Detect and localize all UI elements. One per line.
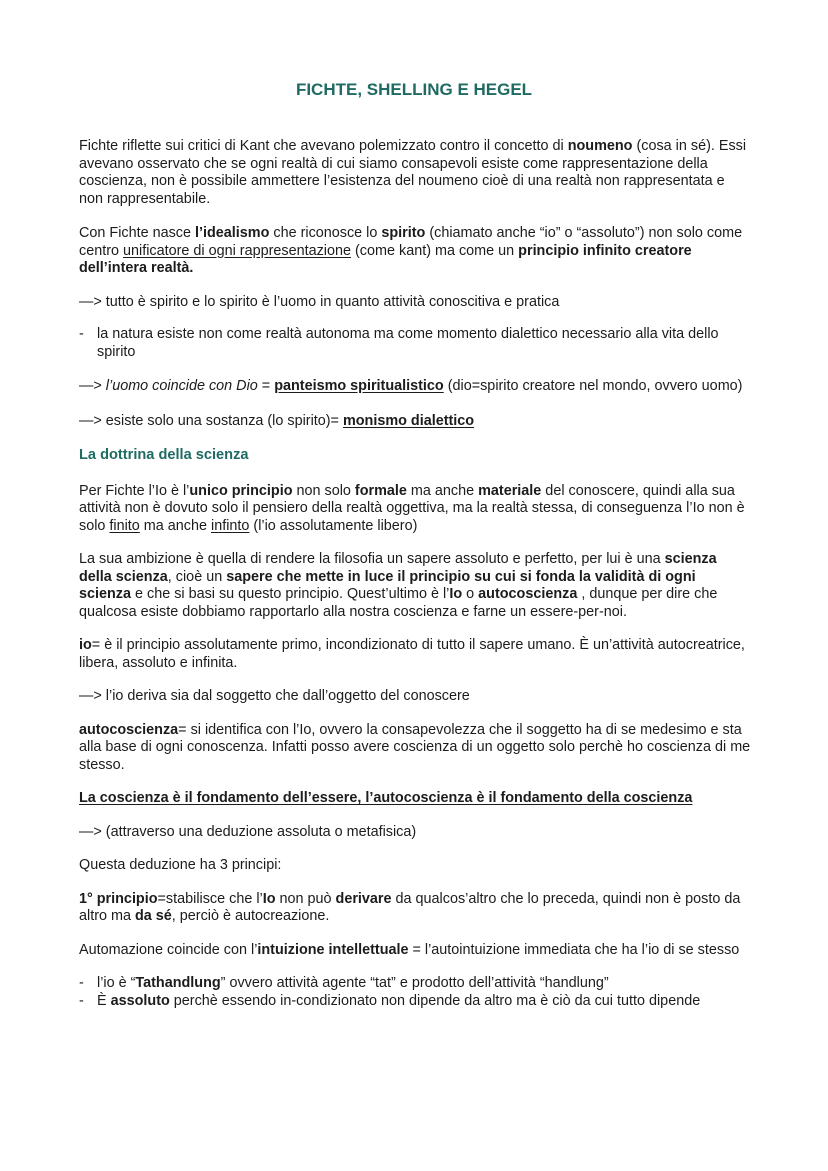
text-run: perchè essendo in-condizionato non dipende da altro ma è ciò da cui tutto dipende xyxy=(169,992,701,1009)
bullet-dash: - xyxy=(79,326,84,342)
text-run: non solo xyxy=(292,482,355,499)
text-run: l’io deriva sia dal soggetto che dall’oggetto del conoscere xyxy=(101,688,470,704)
text-run: ma anche xyxy=(139,517,212,534)
paragraph-primo-principio xyxy=(79,891,751,926)
bold-term: autocoscienza xyxy=(79,721,179,738)
underlined-term: infinto xyxy=(211,517,250,534)
bold-term: l’idealismo xyxy=(194,225,270,241)
paragraph-autocoscienza xyxy=(79,722,751,775)
bullet-dash: - xyxy=(79,992,84,1009)
bold-term: Io xyxy=(262,890,276,907)
text-run: Con Fichte nasce xyxy=(79,225,195,241)
bold-term: sapere che mette in luce il principio su cui si fonda la validità di ogni scienza xyxy=(79,568,696,602)
arrow-symbol: —> xyxy=(79,293,102,310)
underlined-term: finito xyxy=(109,517,140,534)
text-run: o xyxy=(462,586,479,602)
text-run: esiste solo una sostanza (lo spirito)= xyxy=(101,412,343,429)
bold-term: principio infinito creatore dell’intera realtà. xyxy=(79,242,692,276)
paragraph-noumeno xyxy=(79,138,751,208)
bold-term: Tathandlung xyxy=(135,975,221,991)
page-title: FICHTE, SHELLING E HEGEL xyxy=(295,80,533,99)
text-run: Per Fichte l’Io è l’ xyxy=(79,482,190,499)
bold-underlined-term: La coscienza è il fondamento dell’essere, l’autocoscienza è il fondamento della coscienza xyxy=(79,790,693,806)
text-run: che riconosce lo xyxy=(269,225,382,241)
text-run: (come kant) ma come un xyxy=(351,242,519,259)
document-body xyxy=(79,138,751,1010)
italic-run: l’uomo coincide con Dio xyxy=(101,378,258,394)
text-run: = xyxy=(257,378,275,394)
arrow-symbol: —> xyxy=(79,412,102,429)
text-run: ” ovvero attività agente “tat” e prodotto dell’attività “handlung” xyxy=(220,975,609,991)
bold-term: autocoscienza xyxy=(478,586,578,602)
text-run: , dunque per dire che qualcosa esiste dobbiamo rapportarlo alla nostra coscienza e farne un essere-per-noi. xyxy=(79,586,718,620)
bold-term: 1° principio xyxy=(79,890,158,907)
bold-term: unico principio xyxy=(189,482,293,499)
bold-term: intuizione intellettuale xyxy=(257,941,409,958)
text-run: = si identifica con l’Io, ovvero la consapevolezza che il soggetto ha di se medesimo e sta alla base di ogni conoscenza. Infatti posso avere coscienza di un oggetto solo perchè ho coscienza di me stesso. xyxy=(79,721,751,773)
text-run: (chiamato anche “io” o “assoluto”) non solo come centro xyxy=(79,225,743,259)
bullet-dash: - xyxy=(79,975,84,991)
text-run: la natura esiste non come realtà autonoma ma come momento dialettico necessario alla vita dello spirito xyxy=(97,326,719,360)
text-run: (attraverso una deduzione assoluta o metafisica) xyxy=(101,823,417,840)
bold-term: scienza della scienza xyxy=(79,551,717,585)
arrow-symbol: —> xyxy=(79,823,102,840)
arrow-line-io-deriva xyxy=(79,688,751,706)
bold-term: derivare xyxy=(335,890,392,907)
bold-term: io xyxy=(79,637,92,653)
key-statement xyxy=(79,790,751,808)
arrow-line-panteismo xyxy=(79,378,751,396)
bold-term: formale xyxy=(354,482,407,499)
text-run: Questa deduzione ha 3 principi: xyxy=(79,857,282,873)
bullet-assoluto xyxy=(79,993,751,1011)
text-run: = l’autointuizione immediata che ha l’io di se stesso xyxy=(408,941,740,958)
paragraph-tre-principi xyxy=(79,857,751,875)
bold-term: materiale xyxy=(478,482,542,499)
bullet-natura xyxy=(79,326,751,361)
bold-term: spirito xyxy=(381,225,426,241)
bold-term: da sé xyxy=(134,908,172,924)
text-run: È xyxy=(97,992,111,1009)
text-run: del conoscere, quindi alla sua attività non è dovuto solo il pensiero della realtà oggettiva, ma la realtà stessa, di conseguenza l’Io non è solo xyxy=(79,482,745,534)
paragraph-io-definizione xyxy=(79,637,751,672)
bold-term: noumeno xyxy=(567,138,633,154)
paragraph-intuizione xyxy=(79,942,751,960)
bold-underlined-term: monismo dialettico xyxy=(342,412,475,429)
underlined-term: unificatore di ogni rappresentazione xyxy=(123,242,352,259)
text-run: (l’io assolutamente libero) xyxy=(249,517,418,534)
bold-underlined-term: panteismo spiritualistico xyxy=(274,378,444,394)
text-run: tutto è spirito e lo spirito è l’uomo in quanto attività conoscitiva e pratica xyxy=(101,293,560,310)
arrow-line-deduzione xyxy=(79,824,751,842)
text-run: non può xyxy=(275,890,336,907)
arrow-symbol: —> xyxy=(79,378,102,394)
paragraph-unico-principio xyxy=(79,483,751,536)
arrow-line-monismo xyxy=(79,413,751,431)
bold-term: Io xyxy=(449,586,463,602)
text-run: = è il principio assolutamente primo, incondizionato di tutto il sapere umano. È un’attività autocreatrice, libera, assoluto e infinita. xyxy=(79,637,745,671)
text-run: (dio=spirito creatore nel mondo, ovvero uomo) xyxy=(443,378,743,394)
text-run: Automazione coincide con l’ xyxy=(79,941,258,958)
text-run: (cosa in sé). Essi avevano osservato che se ogni realtà di cui siamo consapevoli esiste come rappresentazione della coscienza, non è possibile ammettere l’esistenza del noumeno cioè di una realtà non rappresentata e non rappresentabile. xyxy=(79,138,747,207)
text-run: , cioè un xyxy=(167,568,227,585)
text-run: da qualcos’altro che lo preceda, quindi non è posto da altro ma xyxy=(79,890,741,924)
section-heading: La dottrina della scienza xyxy=(79,447,249,463)
text-run: =stabilisce che l’ xyxy=(157,890,263,907)
text-run: La sua ambizione è quella di rendere la filosofia un sapere assoluto e perfetto, per lui è una xyxy=(79,551,665,567)
bold-term: assoluto xyxy=(110,992,170,1009)
text-run: Fichte riflette sui critici di Kant che avevano polemizzato contro il concetto di xyxy=(79,138,568,154)
text-run: ma anche xyxy=(406,482,479,499)
arrow-symbol: —> xyxy=(79,688,102,704)
bullet-tathandlung xyxy=(79,975,751,993)
text-run: e che si basi su questo principio. Quest’ultimo è l’ xyxy=(131,586,450,602)
text-run: , perciò è autocreazione. xyxy=(171,908,330,924)
paragraph-idealismo xyxy=(79,225,751,278)
paragraph-scienza-della-scienza xyxy=(79,551,751,621)
text-run: l’io è “ xyxy=(97,975,136,991)
arrow-line-spirito xyxy=(79,294,751,312)
